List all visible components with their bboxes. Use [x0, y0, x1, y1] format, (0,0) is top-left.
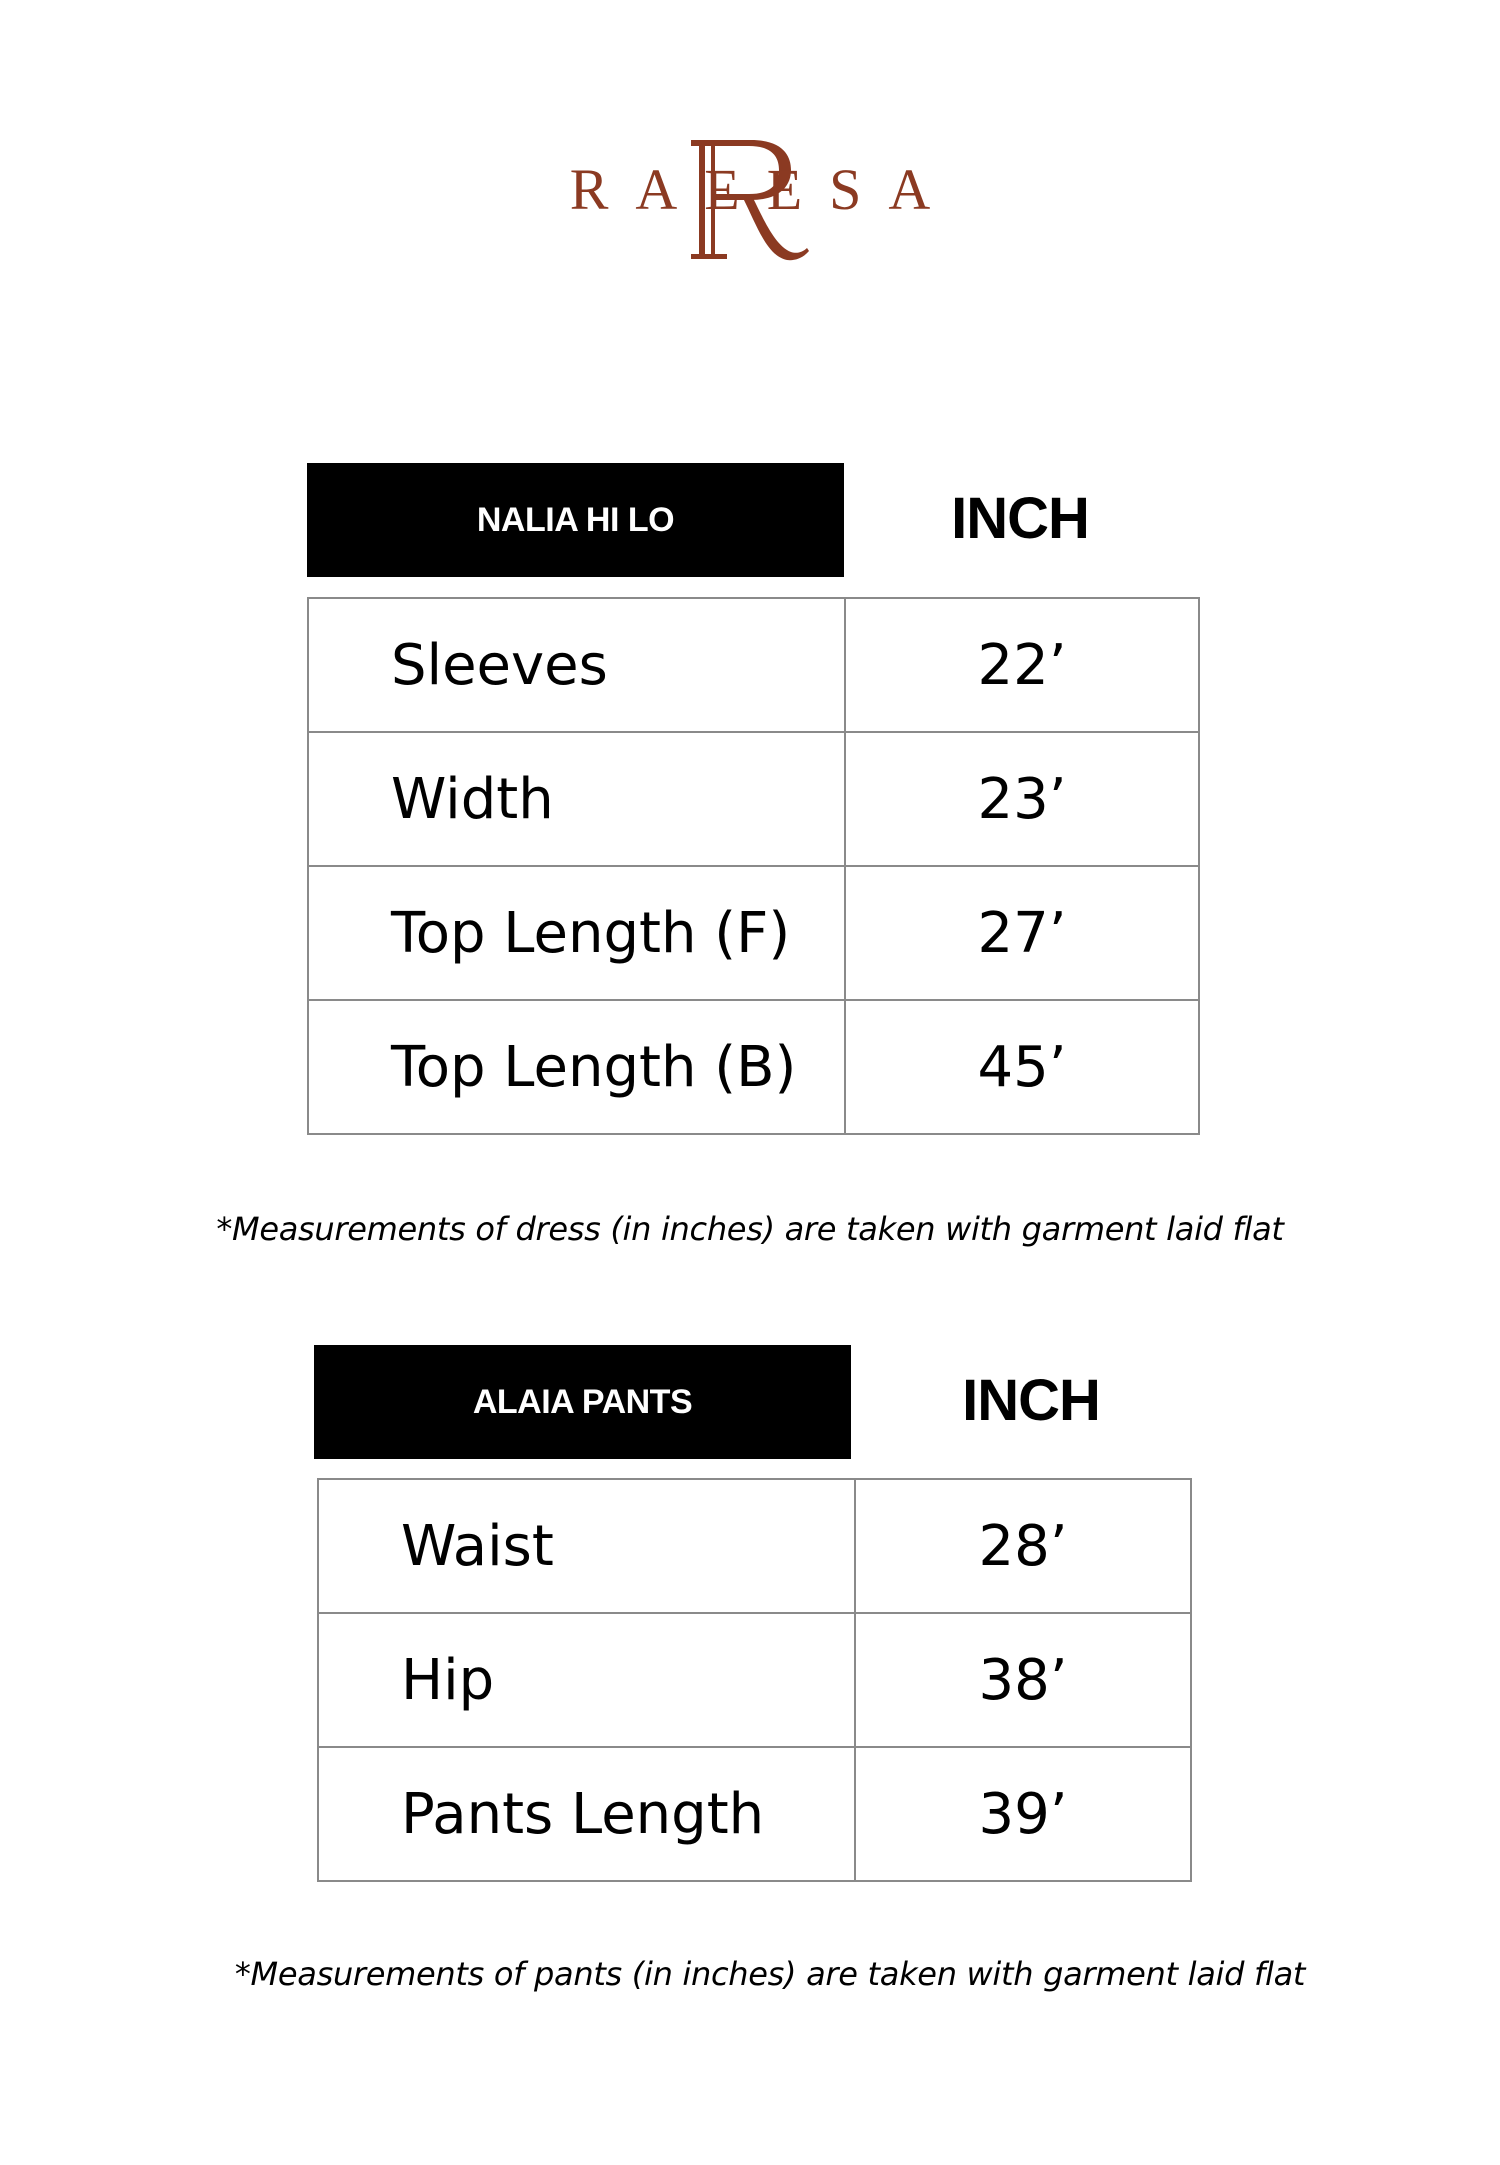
row-label: Waist: [318, 1479, 855, 1613]
row-label: Width: [308, 732, 845, 866]
measurement-table: [307, 597, 1200, 1135]
product-title-box: [314, 1345, 851, 1459]
row-label: Pants Length: [318, 1747, 855, 1881]
row-value: 38’: [855, 1613, 1191, 1747]
row-label: Hip: [318, 1613, 855, 1747]
brand-name: RAEESA: [569, 157, 958, 222]
measurement-note: *Measurements of dress (in inches) are taken with garment laid flat: [216, 1210, 1284, 1248]
row-value: 39’: [855, 1747, 1191, 1881]
row-label: Sleeves: [308, 598, 845, 732]
table-row: [318, 1613, 1191, 1747]
unit-label: INCH: [962, 1368, 1100, 1433]
product-title: ALAIA PANTS: [472, 1382, 693, 1421]
row-value: 28’: [855, 1479, 1191, 1613]
table-row: [318, 1747, 1191, 1881]
row-label: Top Length (B): [308, 1000, 845, 1134]
product-title: NALIA HI LO: [476, 500, 675, 539]
table-row: [318, 1479, 1191, 1613]
measurement-table: [317, 1478, 1192, 1882]
table-row: [308, 732, 1199, 866]
table-row: [308, 1000, 1199, 1134]
product-title-box: [307, 463, 844, 577]
table-row: [308, 598, 1199, 732]
table-row: [308, 866, 1199, 1000]
measurement-note: *Measurements of pants (in inches) are taken with garment laid flat: [234, 1955, 1306, 1993]
row-value: 23’: [845, 732, 1199, 866]
row-value: 22’: [845, 598, 1199, 732]
row-value: 27’: [845, 866, 1199, 1000]
unit-label: INCH: [951, 486, 1089, 551]
row-label: Top Length (F): [308, 866, 845, 1000]
row-value: 45’: [845, 1000, 1199, 1134]
